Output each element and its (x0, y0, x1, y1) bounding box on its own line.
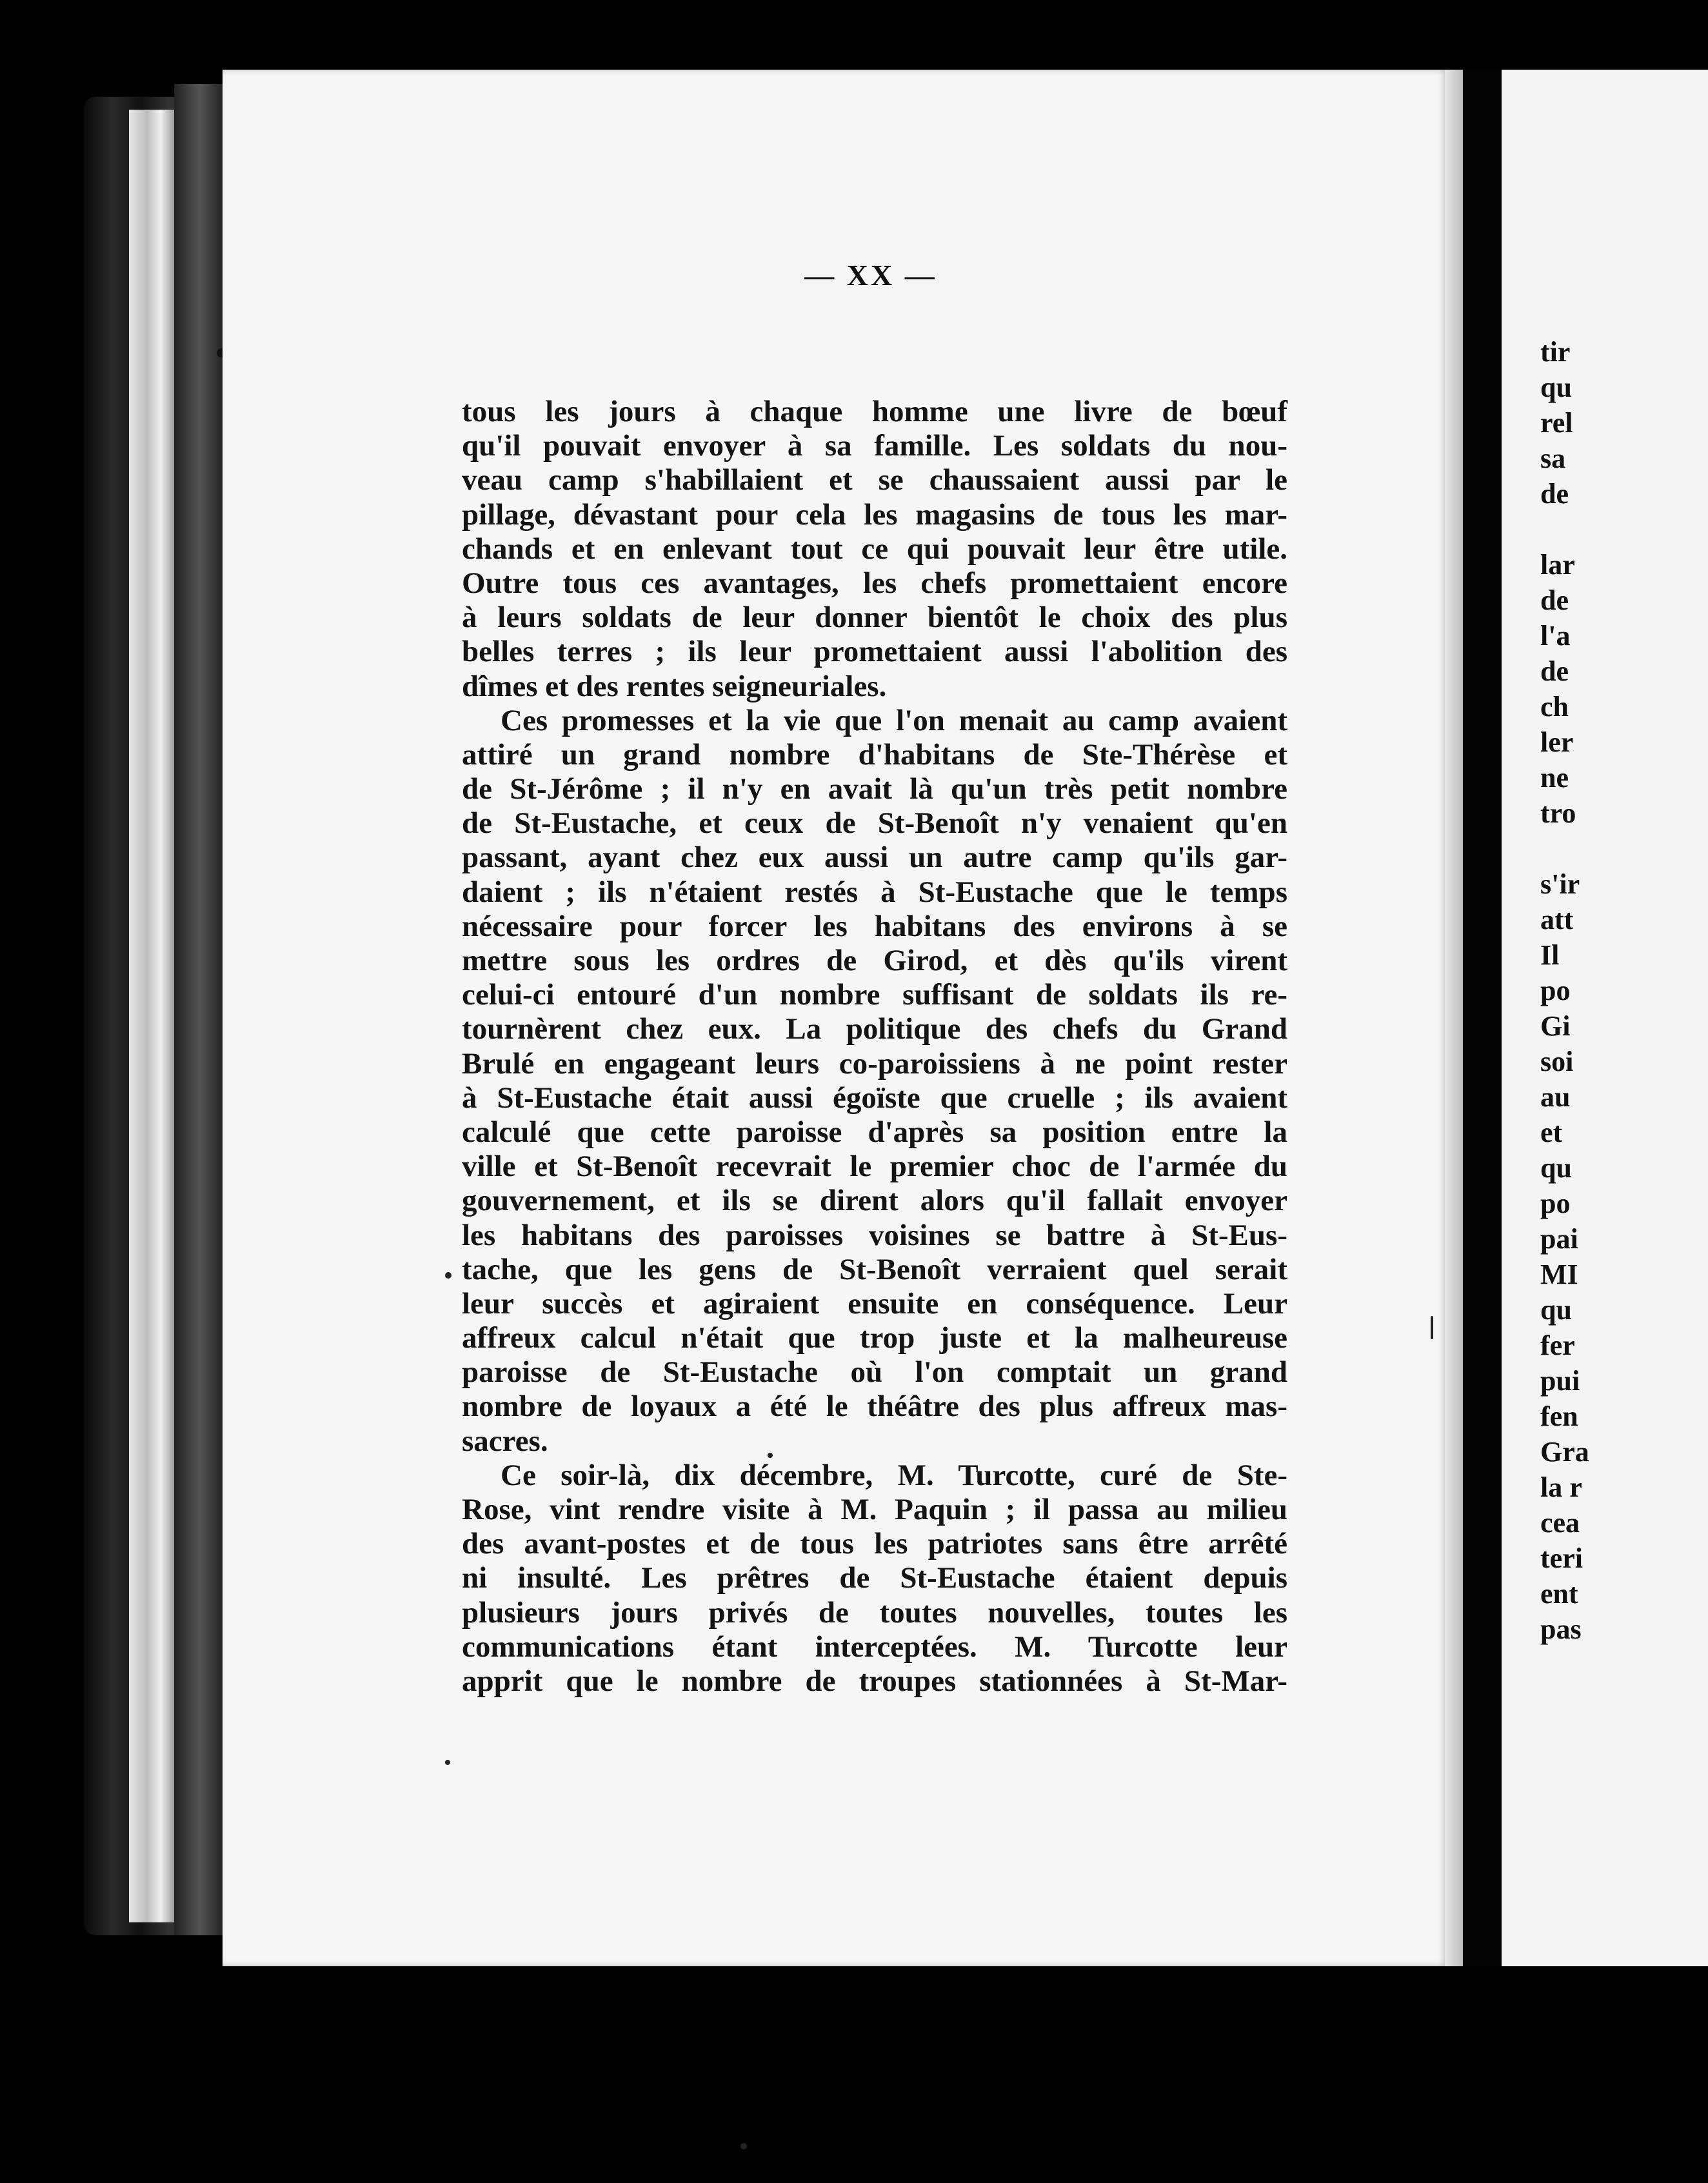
gutter (1463, 70, 1502, 1966)
text-line: de St-Eustache, et ceux de St-Benoît n'y venaient qu'en (462, 806, 1287, 841)
next-page-fragment: teri (1540, 1542, 1583, 1574)
text-line: Rose, vint rendre visite à M. Paquin ; il passa au milieu (462, 1493, 1287, 1526)
binding-shadow (174, 84, 226, 1935)
text-line: tous les jours à chaque homme une livre de bœuf (462, 395, 1287, 428)
text-line: Ce soir-là, dix décembre, M. Turcotte, curé de Ste- (501, 1458, 1287, 1492)
text-line: les habitans des paroisses voisines se battre à St-Eus- (462, 1218, 1287, 1252)
text-line: pillage, dévastant pour cela les magasins de tous les mar- (462, 497, 1287, 532)
text-line: nécessaire pour forcer les habitans des environs à se (462, 909, 1287, 943)
text-line: dîmes et des rentes seigneuriales. (462, 669, 887, 703)
text-line: ni insulté. Les prêtres de St-Eustache étaient depuis (462, 1561, 1287, 1595)
next-page-fragment: ch (1540, 691, 1569, 723)
next-page-fragment: pui (1540, 1365, 1580, 1397)
next-page-fragment: la r (1540, 1471, 1582, 1503)
next-page-fragment: fer (1540, 1330, 1575, 1361)
next-page-fragment: l'a (1540, 620, 1571, 652)
next-page-fragment: sa (1540, 443, 1566, 474)
paper-speck (445, 1272, 452, 1279)
text-line: tournèrent chez eux. La politique des chefs du Grand (462, 1012, 1287, 1046)
next-page-fragment: tro (1540, 797, 1576, 829)
paper-mark (1431, 1316, 1433, 1339)
text-line: belles terres ; ils leur promettaient aussi l'abolition des (462, 635, 1287, 669)
next-page-fragment: tir (1540, 336, 1571, 368)
paper-speck (740, 2143, 747, 2149)
next-page-fragment: ler (1540, 726, 1574, 758)
next-page-fragment: et (1540, 1117, 1563, 1148)
text-line: Outre tous ces avantages, les chefs promettaient encore (462, 566, 1287, 600)
text-line: chands et en enlevant tout ce qui pouvait leur être utile. (462, 532, 1287, 566)
paper-speck (768, 1453, 773, 1458)
text-line: daient ; ils n'étaient restés à St-Eustache que le temps (462, 875, 1287, 909)
next-page-fragment: lar (1540, 549, 1575, 581)
next-page-fragment: de (1540, 655, 1569, 687)
next-page-fragment: soi (1540, 1046, 1574, 1077)
text-line: mettre sous les ordres de Girod, et dès qu'ils virent (462, 944, 1287, 977)
text-line: calculé que cette paroisse d'après sa position entre la (462, 1115, 1287, 1149)
text-line: veau camp s'habillaient et se chaussaient aussi par le (462, 463, 1287, 497)
next-page-fragment: MI (1540, 1259, 1578, 1290)
next-page-fragment: qu (1540, 1152, 1572, 1184)
text-line: leur succès et agiraient ensuite en conséquence. Leur (462, 1286, 1287, 1321)
text-line: des avant-postes et de tous les patriotes sans être arrêté (462, 1527, 1287, 1561)
text-line: à leurs soldats de leur donner bientôt le choix des plus (462, 601, 1287, 635)
next-page-fragment: po (1540, 975, 1571, 1006)
right-page-partial (1502, 70, 1708, 1966)
text-line: affreux calcul n'était que trop juste et la malheureuse (462, 1321, 1287, 1355)
paper-speck (445, 1760, 450, 1765)
page-edges (129, 110, 174, 1922)
next-page-fragment: s'ir (1540, 868, 1580, 900)
body-text (462, 395, 1287, 1699)
text-line: paroisse de St-Eustache où l'on comptait un grand (462, 1355, 1287, 1390)
text-line: celui-ci entouré d'un nombre suffisant de soldats ils re- (462, 978, 1287, 1012)
text-line: nombre de loyaux a été le théâtre des plus affreux mas- (462, 1390, 1287, 1424)
text-line: de St-Jérôme ; il n'y en avait là qu'un très petit nombre (462, 772, 1287, 806)
text-line: tache, que les gens de St-Benoît verraient quel serait (462, 1252, 1287, 1286)
text-line: plusieurs jours privés de toutes nouvelles, toutes les (462, 1595, 1287, 1630)
text-line: attiré un grand nombre d'habitans de Ste-Thérèse et (462, 737, 1287, 772)
next-page-fragment: cea (1540, 1507, 1580, 1539)
next-page-fragment: rel (1540, 407, 1573, 439)
next-page-fragment: au (1540, 1081, 1571, 1113)
next-page-fragment: att (1540, 904, 1574, 935)
next-page-fragment: po (1540, 1188, 1571, 1219)
next-page-fragment: Gra (1540, 1436, 1589, 1468)
text-line: passant, ayant chez eux aussi un autre camp qu'ils gar- (462, 841, 1287, 875)
text-line: Brulé en engageant leurs co-paroissiens à ne point rester (462, 1046, 1287, 1081)
text-line: à St-Eustache était aussi égoïste que cruelle ; ils avaient (462, 1081, 1287, 1115)
next-page-fragment: Gi (1540, 1010, 1571, 1042)
next-page-fragment: fen (1540, 1401, 1578, 1432)
text-line: gouvernement, et ils se dirent alors qu'il fallait envoyer (462, 1184, 1287, 1218)
next-page-fragment: qu (1540, 372, 1572, 403)
next-page-fragment: pas (1540, 1613, 1582, 1645)
next-page-fragment: qu (1540, 1294, 1572, 1326)
text-line: apprit que le nombre de troupes stationnées à St-Mar- (462, 1664, 1287, 1698)
text-line: ville et St-Benoît recevrait le premier choc de l'armée du (462, 1150, 1287, 1184)
text-line: Ces promesses et la vie que l'on menait au camp avaient (501, 703, 1287, 737)
next-page-fragment: ent (1540, 1578, 1578, 1610)
text-line: qu'il pouvait envoyer à sa famille. Les soldats du nou- (462, 429, 1287, 463)
next-page-fragment: pai (1540, 1223, 1578, 1255)
page-number: — XX — (804, 259, 937, 292)
text-line: communications étant interceptées. M. Turcotte leur (462, 1630, 1287, 1664)
next-page-fragment: de (1540, 478, 1569, 510)
text-line: sacres. (462, 1424, 548, 1458)
page-fold-edge (1445, 70, 1463, 1966)
next-page-fragment: de (1540, 584, 1569, 616)
next-page-fragment: ne (1540, 762, 1569, 793)
next-page-fragment: Il (1540, 939, 1560, 971)
